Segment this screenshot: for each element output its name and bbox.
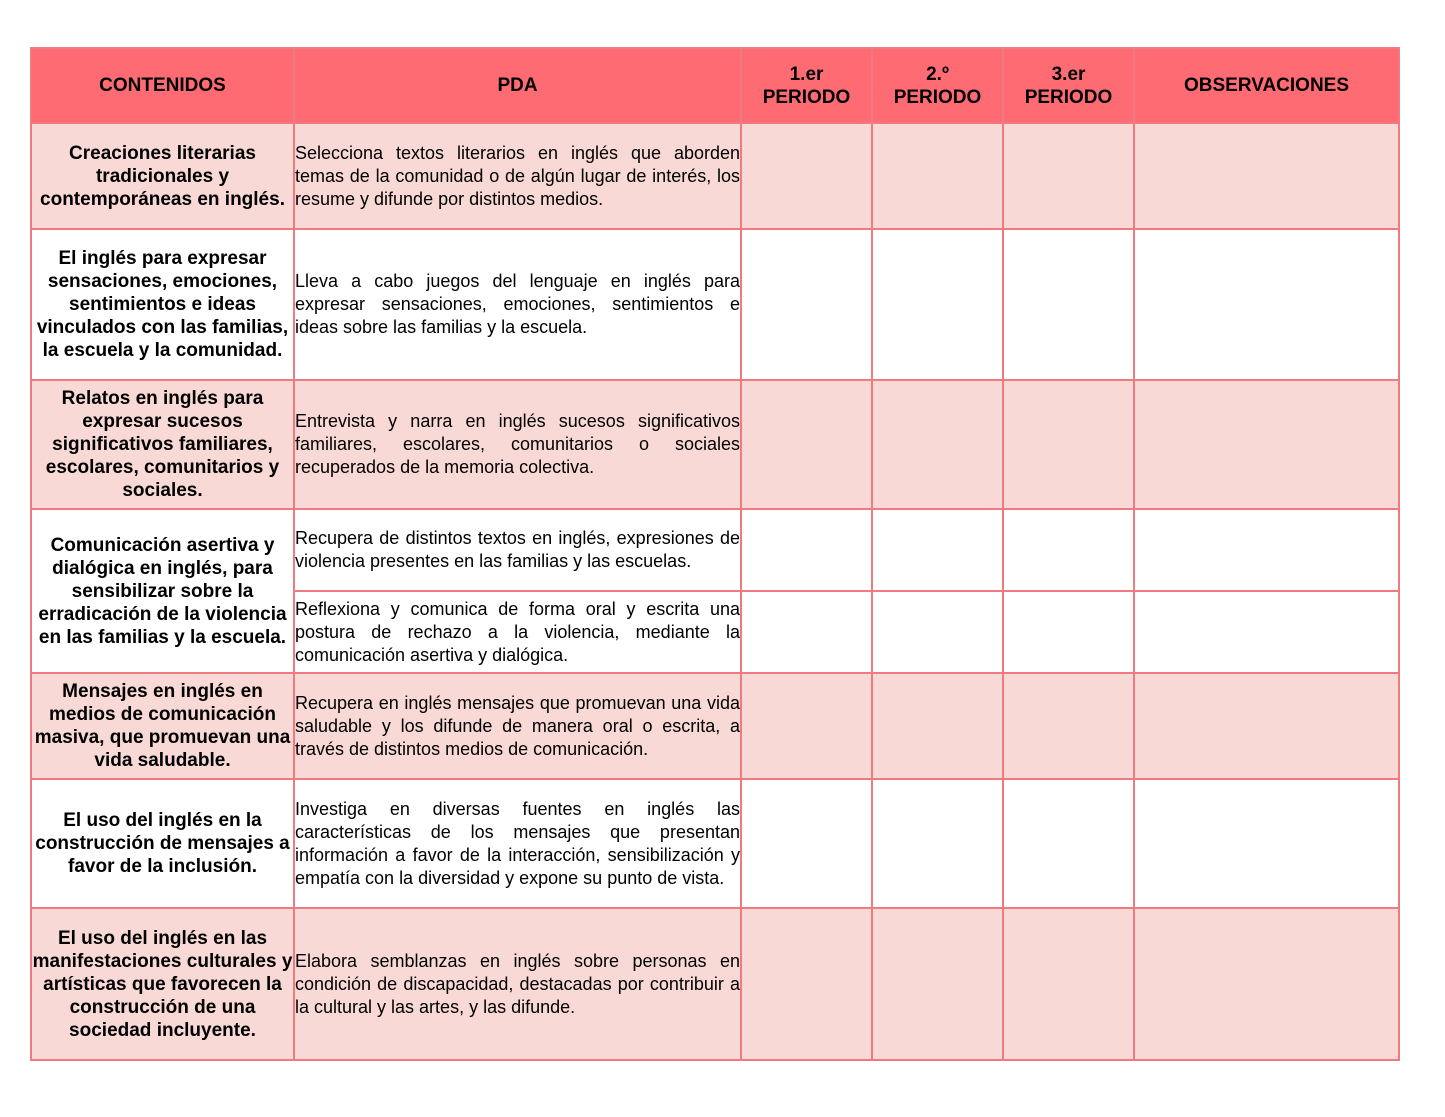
periodo-2-cell[interactable] <box>872 509 1003 591</box>
periodo-2-cell[interactable] <box>872 908 1003 1060</box>
periodo-1-cell[interactable] <box>741 123 872 229</box>
periodo-3-cell[interactable] <box>1003 673 1134 779</box>
table-row <box>31 229 1399 380</box>
periodo-3-cell[interactable] <box>1003 380 1134 509</box>
periodo-1-cell[interactable] <box>741 380 872 509</box>
table-row <box>31 779 1399 908</box>
periodo-2-cell[interactable] <box>872 380 1003 509</box>
periodo-3-cell[interactable] <box>1003 908 1134 1060</box>
contenido-cell: El uso del inglés en las manifestaciones culturales y artísticas que favorecen la construcción de una sociedad incluyente. <box>31 908 294 1060</box>
periodo-2-cell[interactable] <box>872 229 1003 380</box>
contenido-cell: Comunicación asertiva y dialógica en inglés, para sensibilizar sobre la erradicación de la violencia en las familias y la escuela. <box>31 509 294 673</box>
observaciones-cell[interactable] <box>1134 123 1399 229</box>
header-periodo-2-line1: 2.º <box>926 63 949 85</box>
observaciones-cell[interactable] <box>1134 380 1399 509</box>
contenido-cell: El uso del inglés en la construcción de mensajes a favor de la inclusión. <box>31 779 294 908</box>
header-periodo-3-line2: PERIODO <box>1024 86 1113 108</box>
pda-cell: Elabora semblanzas en inglés sobre personas en condición de discapacidad, destacadas por contribuir a la cultural y las artes, y las difunde. <box>294 908 741 1060</box>
pda-cell: Lleva a cabo juegos del lenguaje en inglés para expresar sensaciones, emociones, sentimientos e ideas sobre las familias y la escuela. <box>294 229 741 380</box>
periodo-3-cell[interactable] <box>1003 509 1134 591</box>
table-row <box>31 908 1399 1060</box>
periodo-3-cell[interactable] <box>1003 779 1134 908</box>
periodo-3-cell[interactable] <box>1003 591 1134 673</box>
periodo-1-cell[interactable] <box>741 509 872 591</box>
table-row <box>31 673 1399 779</box>
header-periodo-2 <box>872 48 1003 123</box>
observaciones-cell[interactable] <box>1134 509 1399 591</box>
header-periodo-1 <box>741 48 872 123</box>
periodo-2-cell[interactable] <box>872 673 1003 779</box>
header-periodo-3 <box>1003 48 1134 123</box>
pda-cell: Reflexiona y comunica de forma oral y escrita una postura de rechazo a la violencia, mediante la comunicación asertiva y dialógica. <box>294 591 741 673</box>
observaciones-cell[interactable] <box>1134 908 1399 1060</box>
periodo-3-cell[interactable] <box>1003 123 1134 229</box>
header-periodo-3-line1: 3.er <box>1051 63 1086 85</box>
observaciones-cell[interactable] <box>1134 229 1399 380</box>
pda-cell: Recupera en inglés mensajes que promuevan una vida saludable y los difunde de manera oral o escrita, a través de distintos medios de comunicación. <box>294 673 741 779</box>
header-observaciones: OBSERVACIONES <box>1134 48 1399 123</box>
contenido-cell: El inglés para expresar sensaciones, emociones, sentimientos e ideas vinculados con las familias, la escuela y la comunidad. <box>31 229 294 380</box>
pda-cell: Recupera de distintos textos en inglés, expresiones de violencia presentes en las familias y las escuelas. <box>294 509 741 591</box>
contenido-cell: Relatos en inglés para expresar sucesos significativos familiares, escolares, comunitarios y sociales. <box>31 380 294 509</box>
periodo-1-cell[interactable] <box>741 908 872 1060</box>
periodo-1-cell[interactable] <box>741 673 872 779</box>
periodo-1-cell[interactable] <box>741 591 872 673</box>
pda-cell: Investiga en diversas fuentes en inglés las características de los mensajes que presentan información a favor de la interacción, sensibilización y empatía con la diversidad y expone su punto de vista. <box>294 779 741 908</box>
header-pda: PDA <box>294 48 741 123</box>
observaciones-cell[interactable] <box>1134 779 1399 908</box>
planning-table <box>30 47 1400 1061</box>
pda-cell: Selecciona textos literarios en inglés que aborden temas de la comunidad o de algún lugar de interés, los resume y difunde por distintos medios. <box>294 123 741 229</box>
table-row <box>31 509 1399 591</box>
header-row <box>31 48 1399 123</box>
periodo-2-cell[interactable] <box>872 779 1003 908</box>
header-periodo-1-line2: PERIODO <box>762 86 851 108</box>
contenido-cell: Mensajes en inglés en medios de comunicación masiva, que promuevan una vida saludable. <box>31 673 294 779</box>
periodo-2-cell[interactable] <box>872 591 1003 673</box>
periodo-3-cell[interactable] <box>1003 229 1134 380</box>
contenido-cell: Creaciones literarias tradicionales y contemporáneas en inglés. <box>31 123 294 229</box>
observaciones-cell[interactable] <box>1134 591 1399 673</box>
header-periodo-1-line1: 1.er <box>789 63 824 85</box>
periodo-1-cell[interactable] <box>741 229 872 380</box>
header-contenidos: CONTENIDOS <box>31 48 294 123</box>
periodo-2-cell[interactable] <box>872 123 1003 229</box>
pda-cell: Entrevista y narra en inglés sucesos significativos familiares, escolares, comunitarios o sociales recuperados de la memoria colectiva. <box>294 380 741 509</box>
table-row <box>31 123 1399 229</box>
header-periodo-2-line2: PERIODO <box>893 86 982 108</box>
observaciones-cell[interactable] <box>1134 673 1399 779</box>
periodo-1-cell[interactable] <box>741 779 872 908</box>
table-row <box>31 380 1399 509</box>
